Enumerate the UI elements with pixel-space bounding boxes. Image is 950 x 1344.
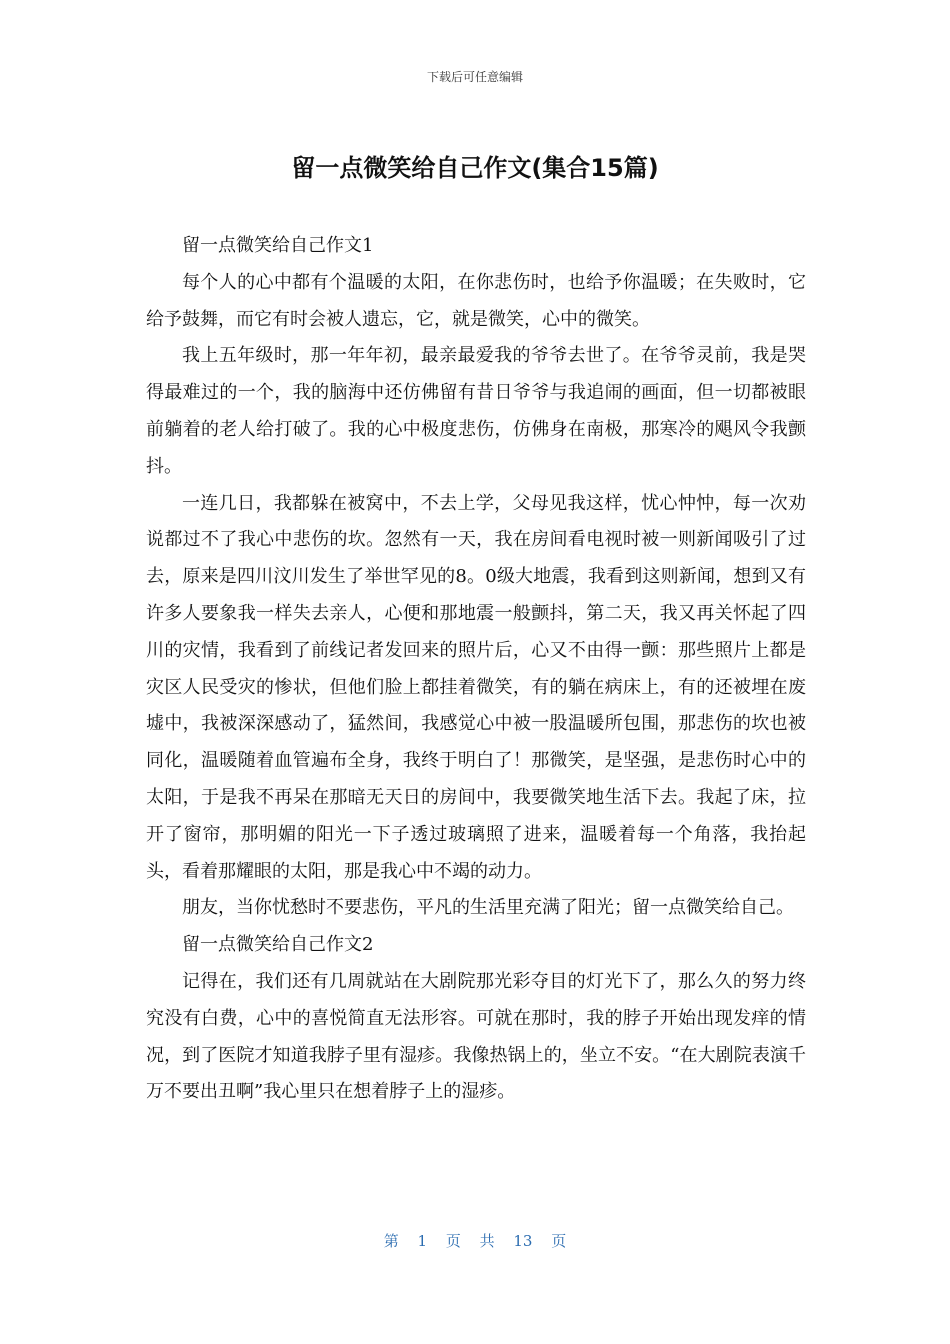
- body-paragraph: 朋友，当你忧愁时不要悲伤，平凡的生活里充满了阳光；留一点微笑给自己。: [182, 897, 794, 919]
- body-paragraph: 每个人的心中都有个温暖的太阳，在你悲伤时，也给予你温暖；在失败时，它给予鼓舞，而它有时会被人遗忘，它，就是微笑，心中的微笑。: [146, 271, 806, 330]
- body-paragraph: 一连几日，我都躲在被窝中，不去上学，父母见我这样，忧心忡忡，每一次劝说都过不了我心中悲伤的坎。忽然有一天，我在房间看电视时被一则新闻吸引了过去，原来是四川汶川发生了举世罕见的8。0级大地震，我看到这则新闻，想到又有许多人要象我一样失去亲人，心便和那地震一般颤抖，第二天，我又再关怀起了四川的灾情，我看到了前线记者发回来的照片后，心又不由得一颤：那些照片上都是灾区人民受灾的惨状，但他们脸上都挂着微笑，有的躺在病床上，有的还被埋在废墟中，我被深深感动了，猛然间，我感觉心中被一股温暖所包围，那悲伤的坎也被同化，温暖随着血管遍布全身，我终于明白了！那微笑，是坚强，是悲伤时心中的太阳，于是我不再呆在那暗无天日的房间中，我要微笑地生活下去。我起了床，拉开了窗帘，那明媚的阳光一下子透过玻璃照了进来，温暖着每一个角落，我抬起头，看着那耀眼的太阳，那是我心中不竭的动力。: [146, 492, 806, 882]
- document-body: [146, 228, 806, 1111]
- body-paragraph: 我上五年级时，那一年年初，最亲最爱我的爷爷去世了。在爷爷灵前，我是哭得最难过的一个，我的脑海中还仿佛留有昔日爷爷与我追闹的画面，但一切都被眼前躺着的老人给打破了。我的心中极度悲伤，仿佛身在南极，那寒冷的飓风令我颤抖。: [146, 345, 806, 477]
- page-header-note: 下载后可任意编辑: [426, 70, 523, 84]
- section-heading-1: 留一点微笑给自己作文1: [182, 235, 374, 256]
- section-heading-2: 留一点微笑给自己作文2: [182, 934, 374, 956]
- page-number-footer: 第 1 页 共 13 页: [383, 1232, 567, 1250]
- document-title: 留一点微笑给自己作文(集合15篇): [291, 154, 659, 182]
- body-paragraph: 记得在，我们还有几周就站在大剧院那光彩夺目的灯光下了，那么久的努力终究没有白费，心中的喜悦简直无法形容。可就在那时，我的脖子开始出现发痒的情况，到了医院才知道我脖子里有湿疹。我像热锅上的，坐立不安。“在大剧院表演千万不要出丑啊”我心里只在想着脖子上的湿疹。: [146, 970, 806, 1103]
